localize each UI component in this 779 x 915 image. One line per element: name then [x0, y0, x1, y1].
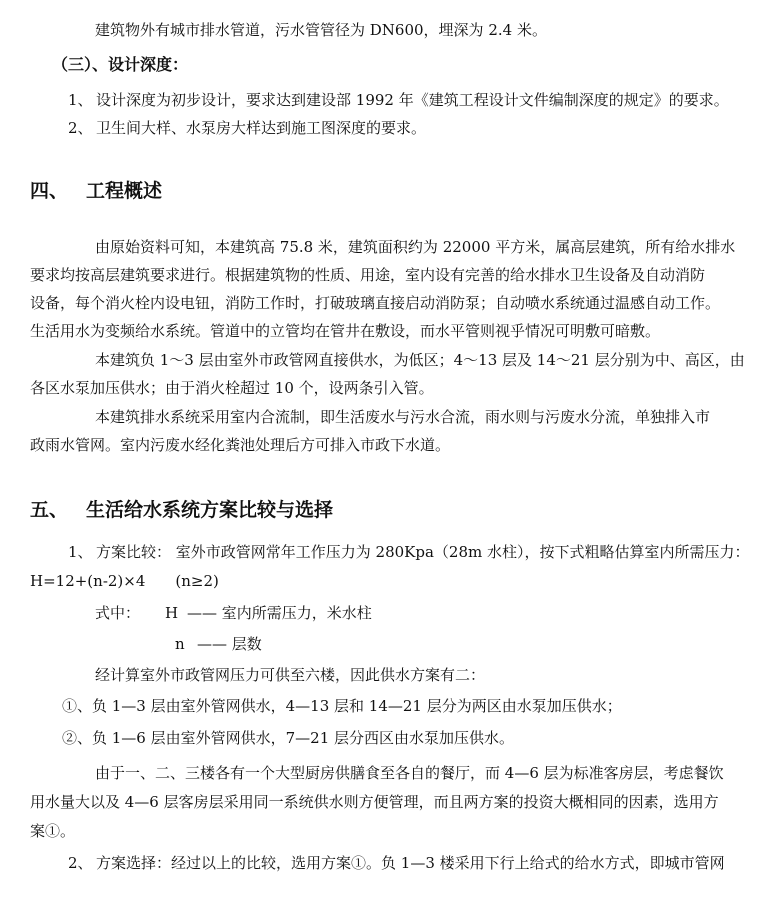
variable-h-definition: —— 室内所需压力，米水柱 [187, 604, 372, 622]
section-number: 四、 [30, 180, 69, 202]
option-1: ①、负 1—3 层由室外管网供水，4—13 层和 14—21 层分为两区由水泵加压供水； [62, 697, 622, 715]
section-title: 生活给水系统方案比较与选择 [86, 499, 334, 521]
item-text: 方案选择：经过以上的比较，选用方案①。负 1—3 楼采用下行上给式的给水方式，即城市管网 [96, 854, 725, 872]
overview-line: 政雨水管网。室内污废水经化粪池处理后方可排入市政下水道。 [30, 436, 451, 454]
design-depth-item [68, 118, 426, 138]
scheme-select-item [68, 853, 725, 873]
variable-n-definition: —— 层数 [197, 635, 262, 653]
formula: H=12+(n-2)×4 [30, 572, 146, 590]
item-text: 卫生间大样、水泵房大样达到施工图深度的要求。 [96, 119, 427, 137]
section-number: 五、 [30, 499, 69, 521]
item-number: 2、 [68, 119, 93, 137]
reason-line: 用水量大以及 4—6 层客房层采用同一系统供水则方便管理，而且两方案的投资大概相同的因素，选用方 [30, 793, 719, 811]
design-depth-heading: （三）、设计深度： [52, 55, 189, 74]
overview-line: 各区水泵加压供水；由于消火栓超过 10 个，设两条引入管。 [30, 379, 434, 397]
option-2: ②、负 1—6 层由室外管网供水，7—21 层分西区由水泵加压供水。 [62, 729, 515, 747]
section5-heading [30, 497, 333, 523]
formula-line [30, 571, 219, 591]
scheme-compare-item [68, 542, 750, 562]
variable-h: H [165, 604, 179, 622]
formula-definition-h [95, 603, 372, 623]
where-label: 式中： [95, 604, 141, 622]
section-title: 工程概述 [86, 180, 163, 202]
calc-result-line: 经计算室外市政管网压力可供至六楼，因此供水方案有二： [95, 666, 486, 684]
item-text: 设计深度为初步设计，要求达到建设部 1992 年《建筑工程设计文件编制深度的规定》的要求。 [96, 91, 729, 109]
overview-line: 本建筑排水系统采用室内合流制，即生活废水与污水合流，雨水则与污废水分流，单独排入市 [95, 408, 711, 426]
intro-sewer-line: 建筑物外有城市排水管道，污水管管径为 DN600，埋深为 2.4 米。 [95, 21, 547, 39]
item-number: 1、 [68, 91, 93, 109]
overview-line: 要求均按高层建筑要求进行。根据建筑物的性质、用途，室内设有完善的给水排水卫生设备及自动消防 [30, 266, 706, 284]
formula-condition: (n≥2) [175, 572, 219, 590]
item-number: 2、 [68, 854, 93, 872]
item-number: 1、 [68, 543, 93, 561]
overview-line: 由原始资料可知，本建筑高 75.8 米，建筑面积约为 22000 平方米，属高层建筑，所有给水排水 [95, 238, 736, 256]
design-depth-item [68, 90, 729, 110]
overview-line: 生活用水为变频给水系统。管道中的立管均在管井在敷设，而水平管则视乎情况可明敷可暗敷。 [30, 322, 661, 340]
formula-definition-n [175, 634, 262, 654]
variable-n: n [175, 635, 185, 653]
reason-line: 由于一、二、三楼各有一个大型厨房供膳食至各自的餐厅，而 4—6 层为标准客房层，考虑餐饮 [95, 764, 724, 782]
item-text: 方案比较： 室外市政管网常年工作压力为 280Kpa（28m 水柱），按下式粗略估算室内所需压力： [96, 543, 750, 561]
overview-line: 本建筑负 1～3 层由室外市政管网直接供水，为低区；4～13 层及 14～21 层分别为中、高区，由 [95, 351, 745, 369]
reason-line: 案①。 [30, 822, 76, 840]
overview-line: 设备，每个消火栓内设电钮，消防工作时，打破玻璃直接启动消防泵；自动喷水系统通过温感自动工作。 [30, 294, 721, 312]
section4-heading [30, 178, 162, 204]
